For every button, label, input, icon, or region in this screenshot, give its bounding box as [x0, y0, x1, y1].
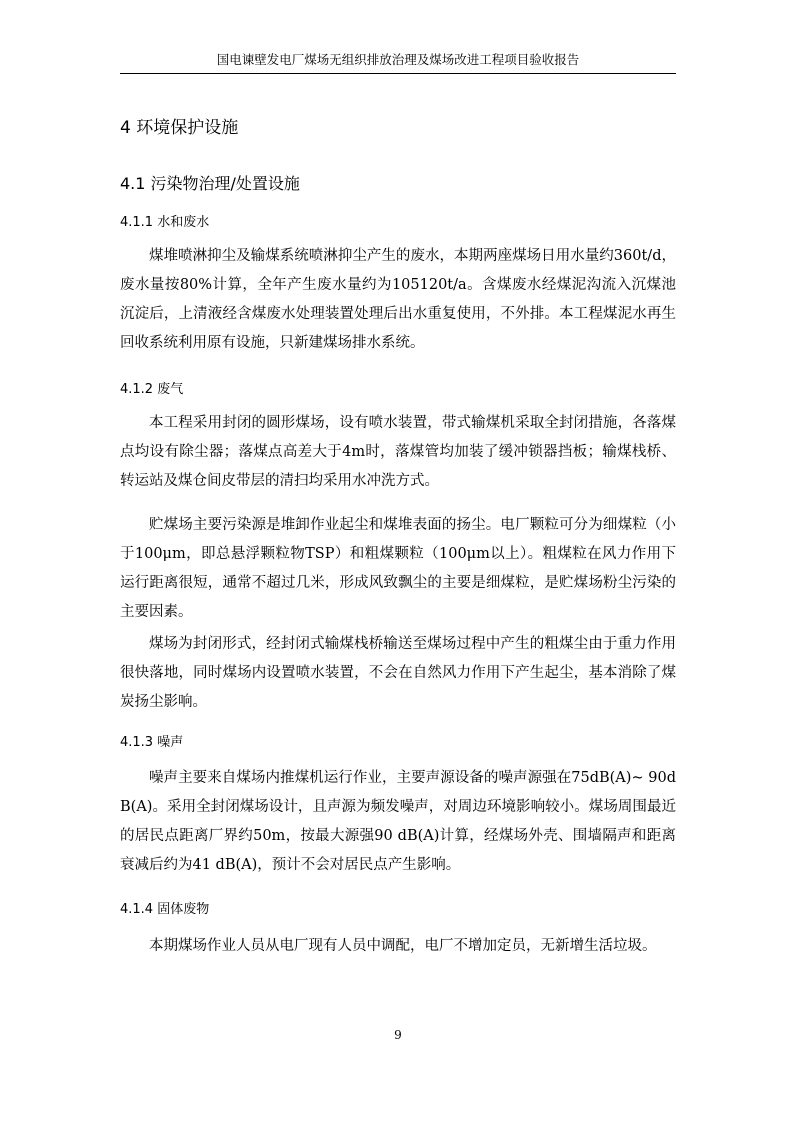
- subsection-heading-air: 4.1.2 废气: [120, 382, 184, 397]
- subsection-heading-noise: 4.1.3 噪声: [120, 735, 184, 750]
- page-number: 9: [394, 1028, 402, 1042]
- section-heading: 4.1 污染物治理/处置设施: [120, 174, 300, 193]
- paragraph-air-2: 贮煤场主要污染源是堆卸作业起尘和煤堆表面的扬尘。电厂颗粒可分为细煤粒（小于100μm，即总悬浮颗粒物TSP）和粗煤颗粒（100μm以上）。粗煤粒在风力作用下运行距离很短，通常不超过几米，形成风致飘尘的主要是细煤粒，是贮煤场粉尘污染的主要因素。: [120, 517, 676, 620]
- paragraph-air-3: 煤场为封闭形式，经封闭式输煤栈桥输送至煤场过程中产生的粗煤尘由于重力作用很快落地，同时煤场内设置喷水装置，不会在自然风力作用下产生起尘，基本消除了煤炭扬尘影响。: [120, 636, 676, 710]
- paragraph-solid-waste: 本期煤场作业人员从电厂现有人员中调配，电厂不增加定员，无新增生活垃圾。: [149, 938, 657, 954]
- subsection-heading-solid-waste: 4.1.4 固体废物: [120, 902, 210, 917]
- chapter-heading: 4 环境保护设施: [120, 118, 239, 138]
- paragraph-air-1: 本工程采用封闭的圆形煤场，设有喷水装置，带式输煤机采取全封闭措施，各落煤点均设有除尘器；落煤点高差大于4m时，落煤管均加装了缓冲锁器挡板；输煤栈桥、转运站及煤仓间皮带层的清扫均采用水冲洗方式。: [120, 415, 676, 489]
- paragraph-noise: 噪声主要来自煤场内推煤机运行作业，主要声源设备的噪声源强在75dB(A)~ 90dB(A)。采用全封闭煤场设计，且声源为频发噪声，对周边环境影响较小。煤场周围最近的居民点距离厂界约50m，按最大源强90 dB(A)计算，经煤场外壳、围墙隔声和距离衰减后约为41 dB(A)，预计不会对居民点产生影响。: [120, 770, 676, 873]
- running-header: 国电谏壁发电厂煤场无组织排放治理及煤场改进工程项目验收报告: [216, 52, 580, 67]
- subsection-heading-water: 4.1.1 水和废水: [120, 215, 210, 230]
- paragraph-water: 煤堆喷淋抑尘及输煤系统喷淋抑尘产生的废水，本期两座煤场日用水量约360t/d，废水量按80%计算，全年产生废水量约为105120t/a。含煤废水经煤泥沟流入沉煤池沉淀后，上清液经含煤废水处理装置处理后出水重复使用，不外排。本工程煤泥水再生回收系统利用原有设施，只新建煤场排水系统。: [120, 248, 676, 351]
- header-divider: [120, 73, 676, 74]
